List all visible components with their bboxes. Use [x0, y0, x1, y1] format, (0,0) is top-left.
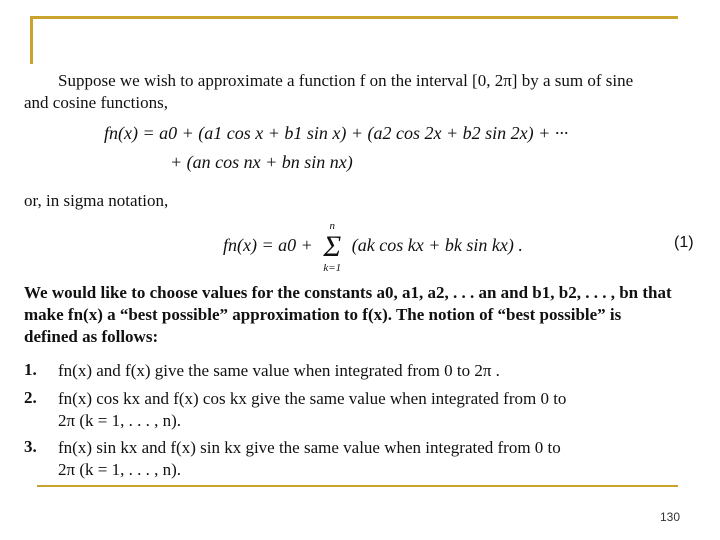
condition-3-text-line-2: 2π (k = 1, . . . , n). [58, 460, 181, 479]
top-accent-rule [30, 16, 678, 19]
left-accent-rule [30, 16, 33, 64]
equation-number: (1) [674, 234, 694, 251]
condition-2-text-line-2: 2π (k = 1, . . . , n). [58, 411, 181, 430]
intro-line-2: and cosine functions, [24, 93, 168, 112]
sigma-intro: or, in sigma notation, [24, 191, 169, 210]
paragraph-line-2: make fn(x) a “best possible” approximation to f(x). The notion of “best possible” is [24, 305, 622, 324]
sigma-equation-rhs: (ak cos kx + bk sin kx) . [351, 235, 523, 256]
intro-line-1: Suppose we wish to approximate a function f on the interval [0, 2π] by a sum of sine [58, 71, 634, 90]
sum-upper-limit: n [329, 220, 336, 232]
condition-2-text-line-1: fn(x) cos kx and f(x) cos kx give the same value when integrated from 0 to [58, 389, 567, 408]
condition-1-number: 1. [24, 360, 37, 379]
paragraph-line-1: We would like to choose values for the constants a0, a1, a2, . . . an and b1, b2, . . . , bn that [24, 283, 672, 302]
sigma-icon: Σ [323, 230, 342, 263]
fn-equation-line-2: + (an cos nx + bn sin nx) [170, 152, 353, 172]
summation-symbol [317, 220, 347, 274]
page-number: 130 [660, 510, 681, 524]
sum-lower-limit: k=1 [323, 262, 342, 274]
paragraph-line-3: defined as follows: [24, 327, 159, 346]
fn-equation-line-1: fn(x) = a0 + (a1 cos x + b1 sin x) + (a2 cos 2x + b2 sin 2x) + ··· [104, 123, 569, 143]
condition-2-number: 2. [24, 388, 37, 407]
sigma-equation-lhs: fn(x) = a0 + [223, 235, 318, 256]
condition-3-text-line-1: fn(x) sin kx and f(x) sin kx give the same value when integrated from 0 to [58, 438, 561, 457]
condition-3-number: 3. [24, 437, 37, 456]
sigma-equation [223, 220, 523, 274]
condition-1-text: fn(x) and f(x) give the same value when integrated from 0 to 2π . [58, 361, 500, 380]
bottom-accent-rule [37, 485, 678, 487]
